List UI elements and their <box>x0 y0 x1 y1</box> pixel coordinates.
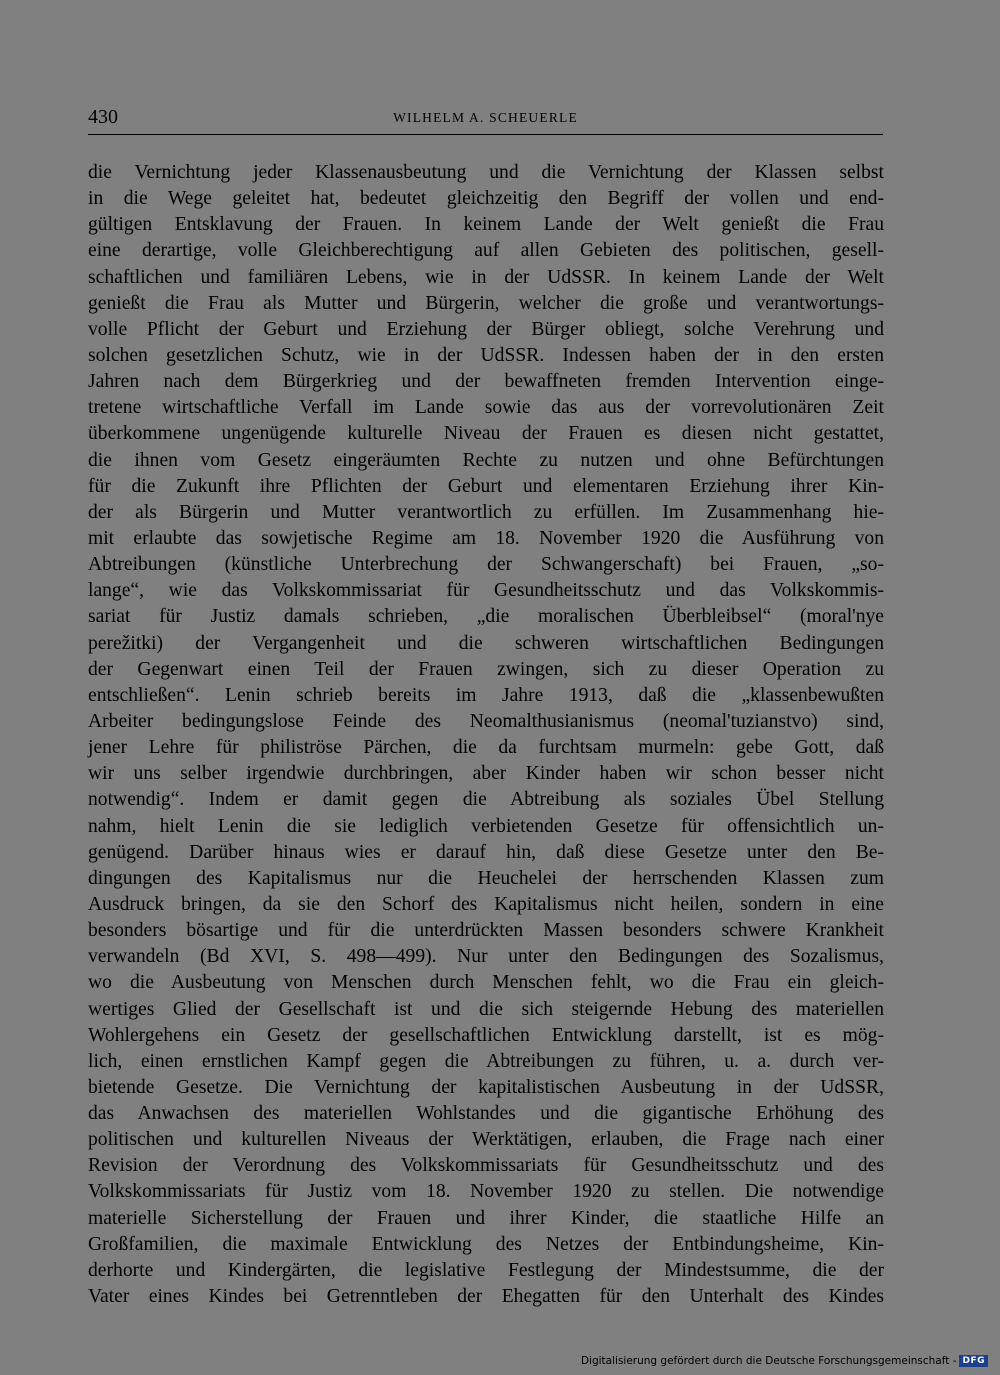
text-line: wertiges Glied der Gesellschaft ist und die sich steigernde Hebung des materiellen <box>88 998 884 1020</box>
text-line: Volkskommissariats für Justiz vom 18. November 1920 zu stellen. Die notwendige <box>88 1181 884 1203</box>
text-line: Arbeiter bedingungslose Feinde des Neomalthusianismus (neomal'tuzianstvo) sind, <box>88 710 884 732</box>
text-line: bietende Gesetze. Die Vernichtung der kapitalistischen Ausbeutung in der UdSSR, <box>88 1076 884 1098</box>
text-line: lich, einen ernstlichen Kampf gegen die Abtreibungen zu führen, u. a. durch ver- <box>88 1050 884 1072</box>
text-line: notwendig“. Indem er damit gegen die Abtreibung als soziales Übel Stellung <box>88 789 884 811</box>
text-line: jener Lehre für philiströse Pärchen, die da furchtsam murmeln: gebe Gott, daß <box>88 737 884 759</box>
text-line: dingungen des Kapitalismus nur die Heuchelei der herrschenden Klassen zum <box>88 867 884 889</box>
text-line: Abtreibungen (künstliche Unterbrechung der Schwangerschaft) bei Frauen, „so- <box>88 554 884 576</box>
dfg-logo: DFG <box>959 1355 988 1367</box>
text-line: volle Pflicht der Geburt und Erziehung der Bürger obliegt, solche Verehrung und <box>88 318 884 340</box>
text-line: derhorte und Kindergärten, die legislative Festlegung der Mindestsumme, die der <box>88 1259 884 1281</box>
text-line: der als Bürgerin und Mutter verantwortlich zu erfüllen. Im Zusammenhang hie- <box>88 501 884 523</box>
text-line: schaftlichen und familiären Lebens, wie in der UdSSR. In keinem Lande der Welt <box>88 266 884 288</box>
text-line: die Vernichtung jeder Klassenausbeutung und die Vernichtung der Klassen selbst <box>88 162 884 183</box>
body-text <box>88 160 884 1310</box>
text-line: eine derartige, volle Gleichberechtigung auf allen Gebieten des politischen, gesell- <box>88 240 884 262</box>
text-line: solchen gesetzlichen Schutz, wie in der UdSSR. Indessen haben der in den ersten <box>88 344 884 366</box>
footer-text: Digitalisierung gefördert durch die Deutsche Forschungsgemeinschaft - <box>580 1355 957 1367</box>
page-number: 430 <box>88 106 118 128</box>
text-line: die ihnen vom Gesetz eingeräumten Rechte zu nutzen und ohne Befürchtungen <box>88 449 884 471</box>
text-line: entschließen“. Lenin schrieb bereits im Jahre 1913, daß die „klassenbewußten <box>88 684 884 706</box>
text-line: mit erlaubte das sowjetische Regime am 18. November 1920 die Ausführung von <box>88 527 884 549</box>
page-header <box>88 104 883 135</box>
running-head: WILHELM A. SCHEUERLE <box>393 110 578 125</box>
text-line: materielle Sicherstellung der Frauen und ihrer Kinder, die staatliche Hilfe an <box>88 1207 884 1229</box>
text-line: Vater eines Kindes bei Getrenntleben der Ehegatten für den Unterhalt des Kindes <box>88 1286 884 1308</box>
text-line: lange“, wie das Volkskommissariat für Gesundheitsschutz und das Volkskommis- <box>88 580 884 602</box>
text-line: Großfamilien, die maximale Entwicklung des Netzes der Entbindungsheime, Kin- <box>88 1233 884 1255</box>
text-line: tretene wirtschaftliche Verfall im Lande sowie das aus der vorrevolutionären Zeit <box>88 397 884 419</box>
text-line: wo die Ausbeutung von Menschen durch Menschen fehlt, wo die Frau ein gleich- <box>88 972 884 994</box>
text-line: in die Wege geleitet hat, bedeutet gleichzeitig den Begriff der vollen und end- <box>88 188 884 210</box>
text-line: Jahren nach dem Bürgerkrieg und der bewaffneten fremden Intervention einge- <box>88 371 884 393</box>
text-line: genügend. Darüber hinaus wies er darauf hin, daß diese Gesetze unter den Be- <box>88 841 884 863</box>
text-line: verwandeln (Bd XVI, S. 498—499). Nur unter den Bedingungen des Sozalismus, <box>88 946 884 968</box>
text-line: Wohlergehens ein Gesetz der gesellschaftlichen Entwicklung darstellt, ist es mög- <box>88 1024 884 1046</box>
text-line: genießt die Frau als Mutter und Bürgerin, welcher die große und verantwortungs- <box>88 292 884 314</box>
text-line: der Gegenwart einen Teil der Frauen zwingen, sich zu dieser Operation zu <box>88 658 884 680</box>
text-line: Revision der Verordnung des Volkskommissariats für Gesundheitsschutz und des <box>88 1155 884 1177</box>
text-line: das Anwachsen des materiellen Wohlstandes und die gigantische Erhöhung des <box>88 1103 884 1125</box>
text-line: wir uns selber irgendwie durchbringen, aber Kinder haben wir schon besser nicht <box>88 763 884 785</box>
text-line: perežitki) der Vergangenheit und die schweren wirtschaftlichen Bedingungen <box>88 632 884 654</box>
text-line: für die Zukunft ihre Pflichten der Geburt und elementaren Erziehung ihrer Kin- <box>88 475 884 497</box>
text-line: überkommene ungenügende kulturelle Niveau der Frauen es diesen nicht gestattet, <box>88 423 884 445</box>
footer <box>581 1355 988 1367</box>
text-line: sariat für Justiz damals schrieben, „die moralischen Überbleibsel“ (moral'nye <box>88 606 884 628</box>
text-line: Ausdruck bringen, da sie den Schorf des Kapitalismus nicht heilen, sondern in eine <box>88 893 884 915</box>
text-line: gültigen Entsklavung der Frauen. In keinem Lande der Welt genießt die Frau <box>88 214 884 236</box>
text-line: nahm, hielt Lenin die sie lediglich verbietenden Gesetze für offensichtlich un- <box>88 815 884 837</box>
text-line: politischen und kulturellen Niveaus der Werktätigen, erlauben, die Frage nach einer <box>88 1129 884 1151</box>
text-line: besonders bösartige und für die unterdrückten Massen besonders schwere Krankheit <box>88 920 884 942</box>
